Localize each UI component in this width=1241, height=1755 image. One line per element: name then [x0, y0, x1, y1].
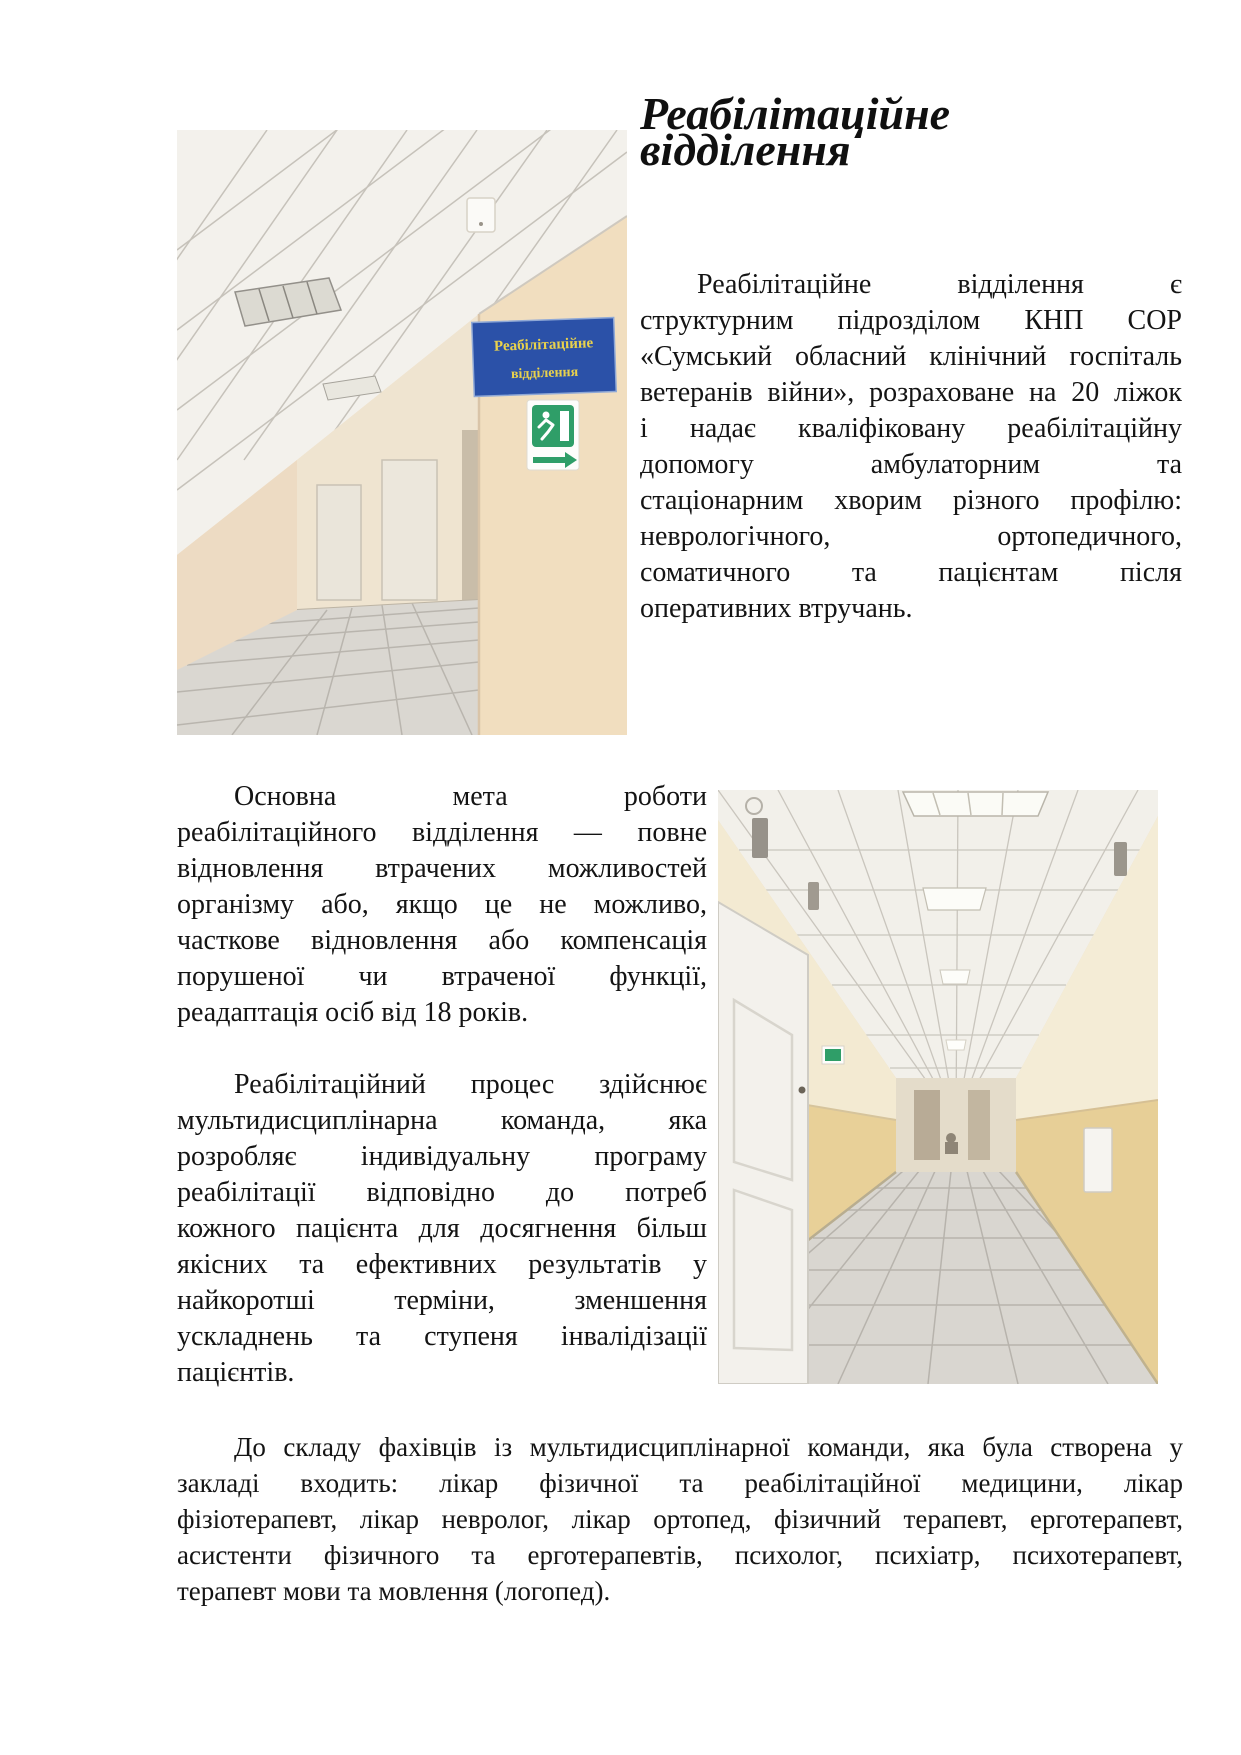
wall-lamp [752, 818, 768, 858]
text-line: оперативних втручань. [640, 593, 913, 624]
electrical-panel [1084, 1128, 1112, 1192]
corridor2-photo-illustration [718, 790, 1158, 1384]
text-line: і надає кваліфіковану реабілітаційну [640, 413, 1182, 444]
far-wall-recess [462, 430, 479, 600]
text-line: кожного пацієнта для досягнення більш [177, 1213, 707, 1244]
text-line: порушеної чи втраченої функції, [177, 961, 707, 992]
text-line: фізіотерапевт, лікар невролог, лікар ортопед, фізичний терапевт, ерготерапевт, [177, 1504, 1183, 1534]
exit-sign-icon [527, 400, 579, 470]
corridor-photo-illustration [177, 130, 627, 735]
sign-text-line2: відділення [510, 364, 579, 383]
process-paragraph [177, 1067, 707, 1391]
text-line: Реабілітаційний процес здійснює [234, 1069, 707, 1100]
wall-lamp [808, 882, 819, 910]
text-line: неврологічного, ортопедичного, [640, 521, 1182, 552]
photo-corridor-sign [177, 130, 627, 735]
text-line: часткове відновлення або компенсація [177, 925, 707, 956]
text-line: асистенти фізичного та ерготерапевтів, психолог, психіатр, психотерапевт, [177, 1540, 1183, 1570]
text-line: Реабілітаційне відділення є [697, 269, 1182, 300]
text-line: відновлення втрачених можливостей [177, 853, 707, 884]
text-line: якісних та ефективних результатів у [177, 1249, 707, 1280]
text-line: організму або, якщо це не можливо, [177, 889, 707, 920]
far-door [317, 485, 361, 600]
text-line: закладі входить: лікар фізичної та реабілітаційної медицини, лікар [177, 1468, 1183, 1498]
text-line: розробляє індивідуальну програму [177, 1141, 707, 1172]
distant-person [946, 1133, 956, 1143]
text-line: реадаптація осіб від 18 років. [177, 997, 529, 1028]
exit-sign-small [822, 1046, 844, 1064]
text-line: «Сумський обласний клінічний госпіталь [640, 341, 1182, 372]
text-line: Реабілітаційне [640, 88, 951, 139]
text-line: найкоротші терміни, зменшення [177, 1285, 707, 1316]
text-line: соматичного та пацієнтам після [640, 557, 1182, 588]
wall-lamp [1114, 842, 1127, 876]
text-line: Основна мета роботи [234, 781, 707, 812]
photo-corridor-interior [718, 790, 1158, 1384]
far-doorway [914, 1090, 940, 1160]
mission-paragraph [177, 779, 707, 1031]
text-line: ветеранів війни», розраховане на 20 ліжок [640, 377, 1182, 408]
team-paragraph [177, 1429, 1183, 1609]
text-line: реабілітаційного відділення — повне [177, 817, 707, 848]
text-line: пацієнтів. [177, 1357, 295, 1388]
wall-sensor [467, 198, 495, 232]
page-title [640, 88, 1184, 175]
sign-text-line1: Реабілітаційне [493, 335, 594, 355]
department-sign [472, 318, 616, 397]
text-line: відділення [640, 124, 851, 175]
text-line: терапевт мови та мовлення (логопед). [177, 1576, 611, 1606]
text-line: До складу фахівців із мультидисциплінарної команди, яка була створена у [234, 1432, 1183, 1462]
far-door [382, 460, 437, 600]
far-doorway [968, 1090, 990, 1160]
foreground-door [718, 902, 808, 1384]
text-line: структурним підрозділом КНП СОР [640, 305, 1182, 336]
text-line: стаціонарним хворим різного профілю: [640, 485, 1182, 516]
text-line: реабілітації відповідно до потреб [177, 1177, 707, 1208]
intro-paragraph [640, 267, 1182, 627]
text-line: допомогу амбулаторним та [640, 449, 1182, 480]
text-line: мультидисциплінарна команда, яка [177, 1105, 707, 1136]
text-line: ускладнень та ступеня інвалідізації [177, 1321, 707, 1352]
distant-wheelchair [945, 1142, 958, 1154]
